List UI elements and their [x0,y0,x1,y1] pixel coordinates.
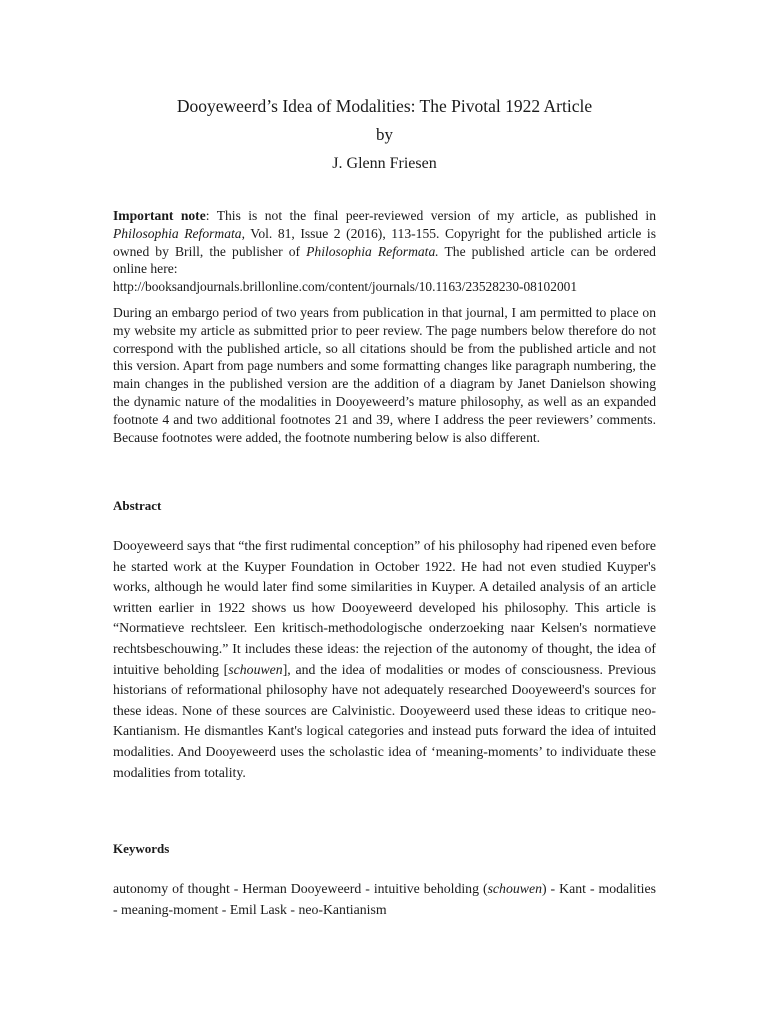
abstract-italic-term: schouwen [228,661,283,677]
abstract-paragraph [113,536,656,783]
keywords-text-1: autonomy of thought - Herman Dooyeweerd - intuitive beholding ( [113,881,488,896]
embargo-paragraph: During an embargo period of two years from publication in that journal, I am permitted to place on my website my article as submitted prior to peer review. The page numbers below therefore do not correspond with the published article, so all citations should be from the published article and not this version. Apart from page numbers and some formatting changes like paragraph numbering, the main changes in the published version are the addition of a diagram by Janet Danielson showing the dynamic nature of the modalities in Dooyeweerd’s mature philosophy, as well as an expanded footnote 4 and two additional footnotes 21 and 39, where I address the peer reviewers’ comments. Because footnotes were added, the footnote numbering below is also different. [113,305,656,445]
journal-name: Philosophia Reformata [113,225,242,241]
keywords-italic-term: schouwen [487,881,542,896]
important-note [113,207,656,296]
abstract-heading: Abstract [113,498,162,513]
journal-name-2: Philosophia Reformata. [306,243,439,259]
note-text-1: : This is not the final peer-reviewed version of my article, as published in [205,208,657,223]
keywords-text-2: ) - Kant - modalities - meaning-moment - Emil Lask - neo-Kantianism [113,881,656,917]
keywords-paragraph [113,878,656,920]
note-text-3: The published article can be ordered online here: [113,243,656,277]
byline: by [376,125,393,144]
note-paragraph [113,207,656,278]
article-url[interactable]: http://booksandjournals.brillonline.com/content/journals/10.1163/23528230-08102001 [113,279,578,295]
author-name: J. Glenn Friesen [332,155,437,172]
abstract-text-2: ], and the idea of modalities or modes of consciousness. Previous historians of reformational philosophy have not adequately researched Dooyeweerd's sources for these ideas. None of these sources are Calvinistic. Dooyeweerd used these ideas to critique neo-Kantianism. He dismantles Kant's logical categories and instead puts forward the idea of intuited modalities. And Dooyeweerd uses the scholastic idea of ‘meaning-moments’ to individuate these modalities from totality. [113,661,656,780]
note-text-2: , Vol. 81, Issue 2 (2016), 113-155. Copyright for the published article is owned by Brill, the publisher of [113,225,656,259]
paper-title: Dooyeweerd’s Idea of Modalities: The Pivotal 1922 Article [176,96,593,116]
note-label: Important note [113,208,206,223]
keywords-heading: Keywords [113,841,170,856]
abstract-text-1: Dooyeweerd says that “the first rudimental conception” of his philosophy had ripened even before he started work at the Kuyper Foundation in October 1922. He had not even studied Kuyper's works, although he would later find some similarities in Kuyper. A detailed analysis of an article written earlier in 1922 shows us how Dooyeweerd developed his philosophy. This article is “Normatieve rechtsleer. Een kritisch-methodologische onderzoeking naar Kelsen's normatieve rechtsbeschouwing.” It includes these ideas: the rejection of the autonomy of thought, the idea of intuitive beholding [ [113,538,656,677]
